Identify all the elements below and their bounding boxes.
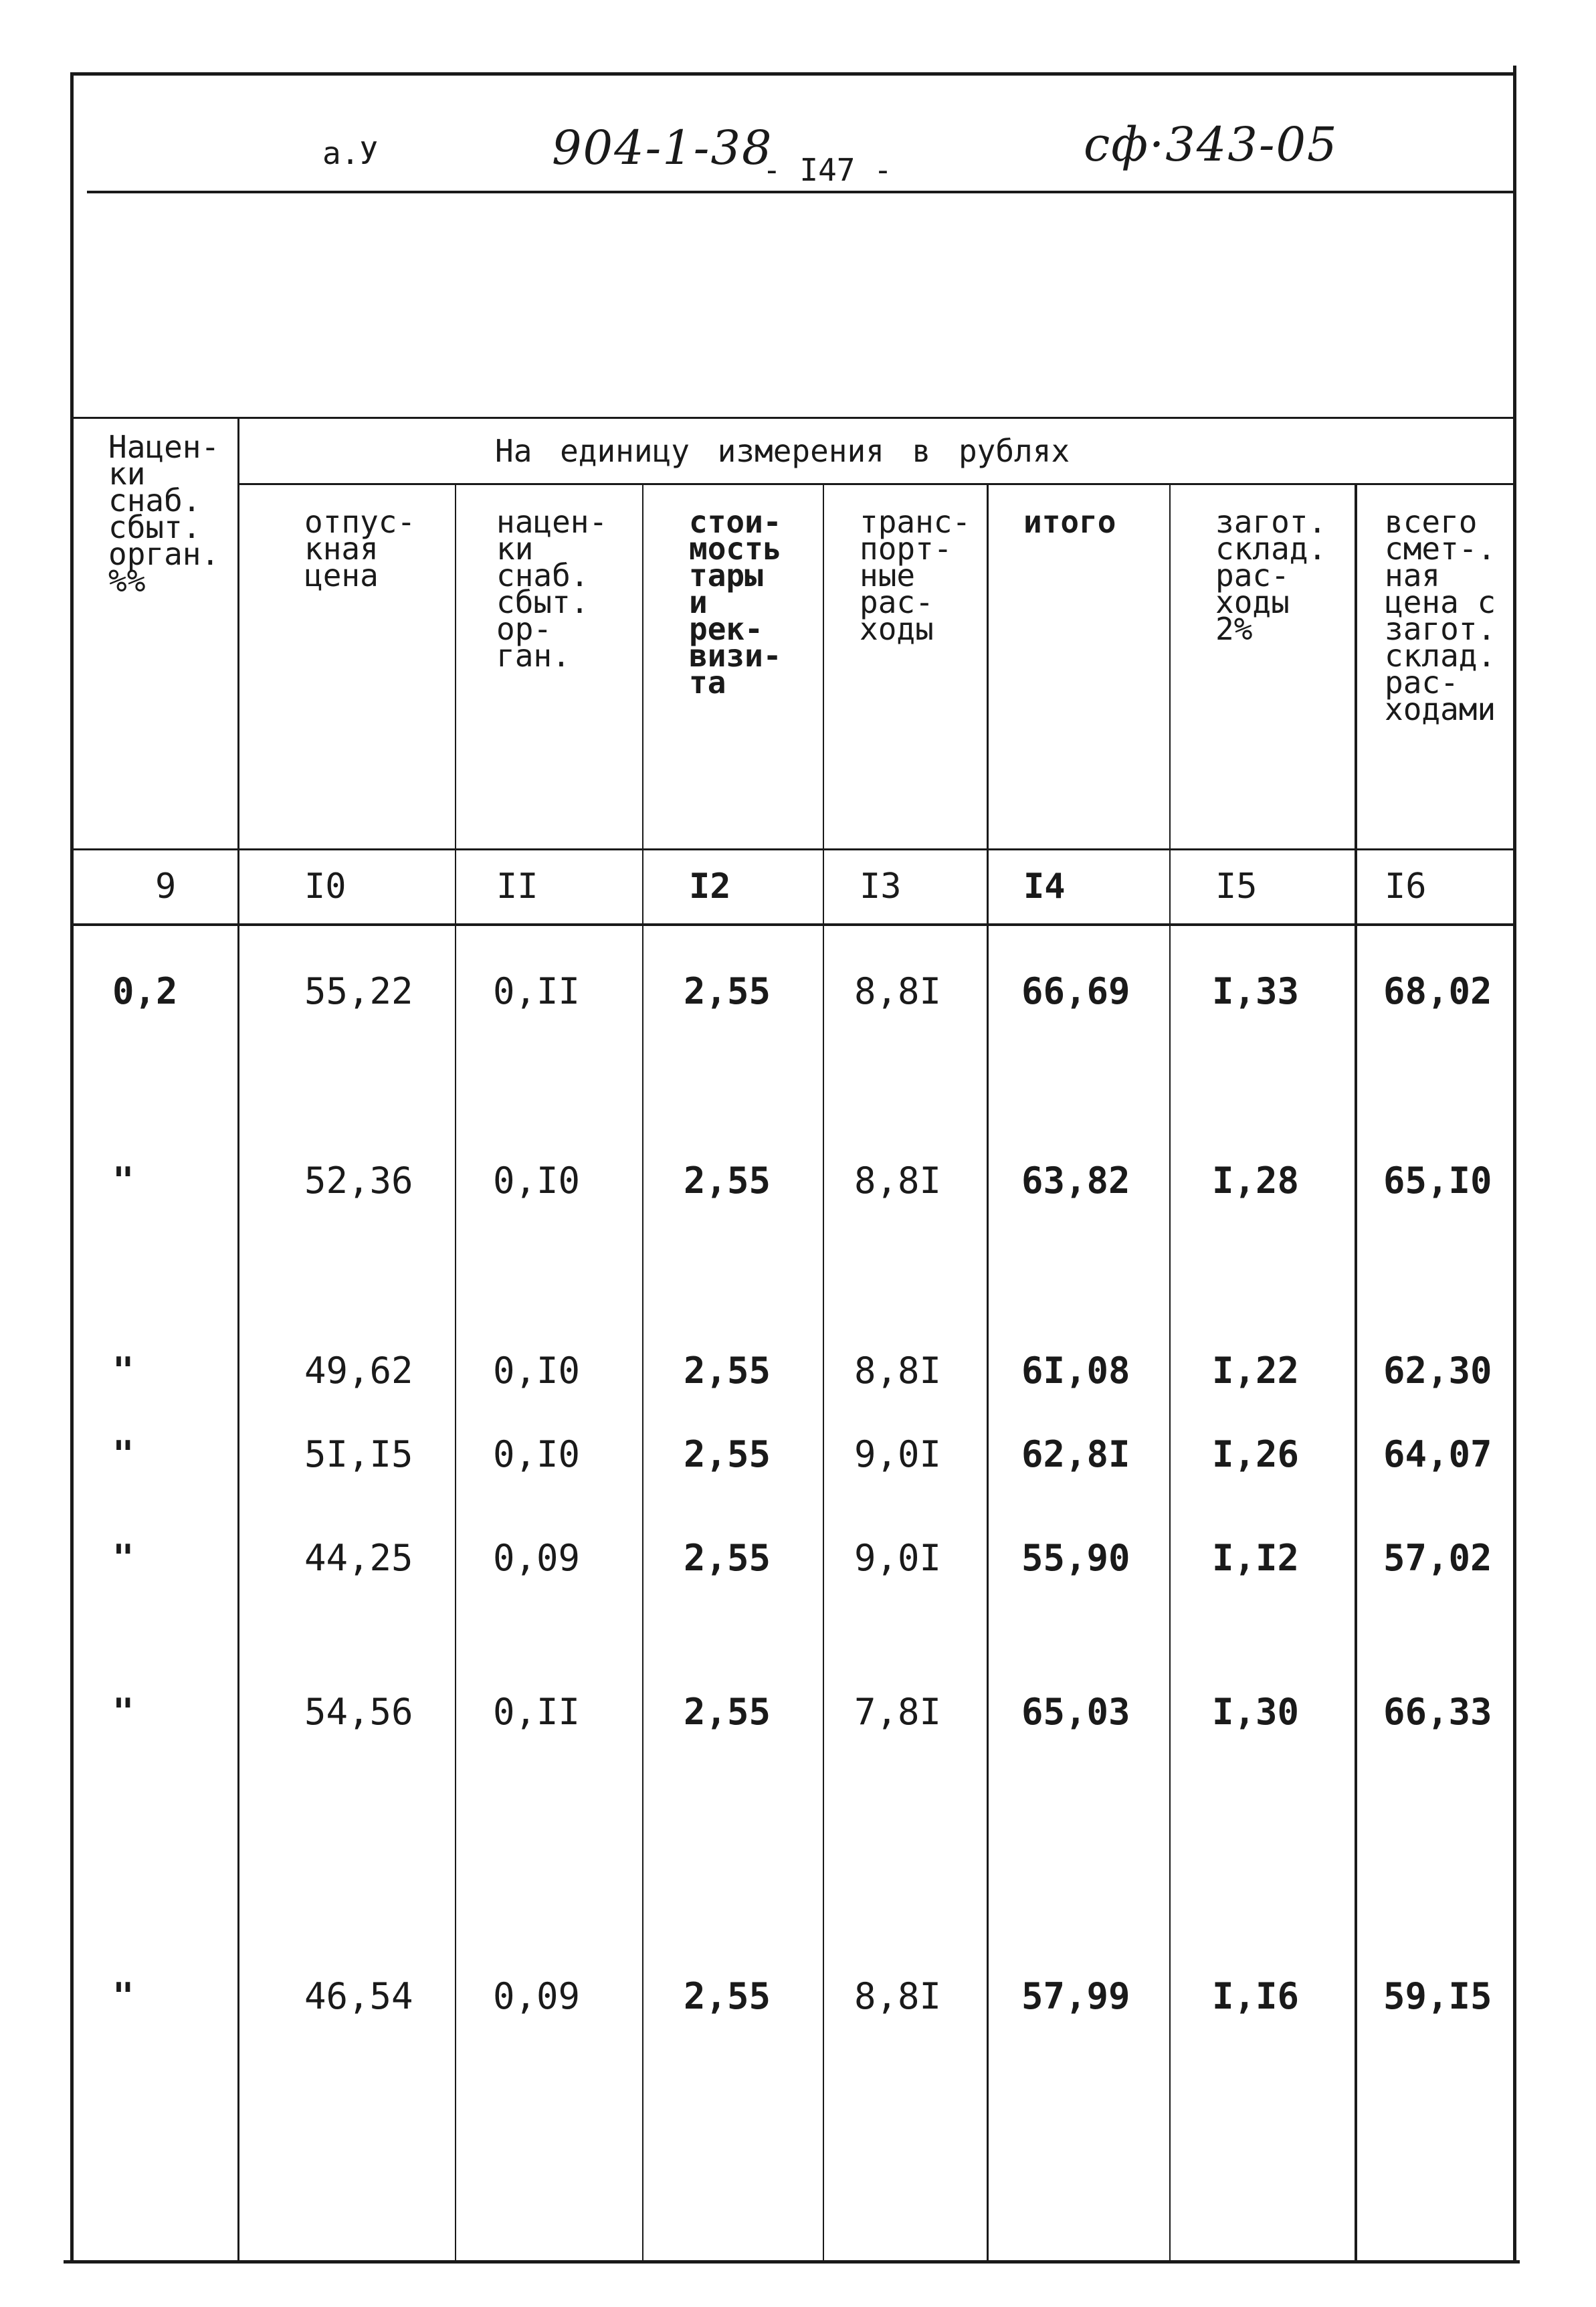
- transport-cost-cell: 8,8I: [854, 1160, 942, 1202]
- release-price-cell: 52,36: [304, 1160, 413, 1202]
- total-price-cell: 64,07: [1383, 1433, 1492, 1475]
- transport-cost-cell: 7,8I: [854, 1691, 942, 1733]
- table-row: [0, 1691, 1596, 1738]
- table-row: [0, 1160, 1596, 1206]
- supply-markup-cell: 0,II: [493, 1691, 581, 1733]
- subtotal-cell: 57,99: [1021, 1975, 1130, 2017]
- total-price-cell: 65,I0: [1383, 1160, 1492, 1202]
- page-number: - I47 -: [763, 152, 892, 188]
- transport-cost-cell: 8,8I: [854, 970, 942, 1012]
- left-code: а.У: [322, 135, 379, 171]
- total-price-cell: 57,02: [1383, 1537, 1492, 1579]
- column-header-3: стои- мость тары и рек- визи- та: [689, 504, 782, 701]
- table-row: [0, 1350, 1596, 1396]
- frame-bottom: [64, 2260, 1520, 2264]
- column-number-4: I2: [689, 866, 731, 907]
- table-top-border: [70, 417, 1513, 419]
- subtotal-cell: 65,03: [1021, 1691, 1130, 1733]
- total-price-cell: 66,33: [1383, 1691, 1492, 1733]
- release-price-cell: 46,54: [304, 1975, 413, 2017]
- supply-markup-cell: 0,09: [493, 1975, 581, 2017]
- container-cost-cell: 2,55: [684, 1350, 771, 1392]
- column-numbers-bottom: [70, 923, 1513, 926]
- container-cost-cell: 2,55: [684, 1537, 771, 1579]
- column-header-7: всего смет-. ная цена с загот. склад. рас- ходами: [1385, 504, 1496, 727]
- table-row: [0, 970, 1596, 1017]
- container-cost-cell: 2,55: [684, 970, 771, 1012]
- supply-markup-cell: 0,I0: [493, 1433, 581, 1475]
- subtotal-cell: 6I,08: [1021, 1350, 1130, 1392]
- header-underline: [87, 191, 1513, 193]
- storage-cost-cell: I,28: [1212, 1160, 1300, 1202]
- container-cost-cell: 2,55: [684, 1691, 771, 1733]
- supply-markup-cell: 0,II: [493, 970, 581, 1012]
- container-cost-cell: 2,55: [684, 1160, 771, 1202]
- total-price-cell: 68,02: [1383, 970, 1492, 1012]
- release-price-cell: 49,62: [304, 1350, 413, 1392]
- transport-cost-cell: 8,8I: [854, 1975, 942, 2017]
- subtotal-cell: 66,69: [1021, 970, 1130, 1012]
- subtotal-cell: 63,82: [1021, 1160, 1130, 1202]
- supply-markup-cell: 0,I0: [493, 1160, 581, 1202]
- column-header-2: нацен- ки снаб. сбыт. ор- ган.: [496, 504, 608, 674]
- storage-cost-cell: I,22: [1212, 1350, 1300, 1392]
- total-price-cell: 62,30: [1383, 1350, 1492, 1392]
- table-row: [0, 1975, 1596, 2022]
- release-price-cell: 5I,I5: [304, 1433, 413, 1475]
- container-cost-cell: 2,55: [684, 1975, 771, 2017]
- column-header-4: транс- порт- ные рас- ходы: [860, 504, 971, 647]
- group-header-divider: [239, 483, 1513, 485]
- column-number-5: I3: [860, 866, 902, 907]
- container-cost-cell: 2,55: [684, 1433, 771, 1475]
- table-row: [0, 1537, 1596, 1584]
- group-header: На единицу измерения в рублях: [495, 433, 1070, 469]
- subtotal-cell: 62,8I: [1021, 1433, 1130, 1475]
- series-code: сф·343-05: [1084, 117, 1338, 172]
- storage-cost-cell: I,30: [1212, 1691, 1300, 1733]
- markup-percent-cell: ": [112, 1975, 134, 2017]
- column-number-6: I4: [1023, 866, 1066, 907]
- markup-percent-cell: ": [112, 1160, 134, 1202]
- supply-markup-cell: 0,I0: [493, 1350, 581, 1392]
- transport-cost-cell: 8,8I: [854, 1350, 942, 1392]
- markup-percent-cell: 0,2: [112, 970, 178, 1012]
- markup-percent-cell: ": [112, 1433, 134, 1475]
- column-number-1: 9: [155, 866, 177, 907]
- table-row: [0, 1433, 1596, 1480]
- total-price-cell: 59,I5: [1383, 1975, 1492, 2017]
- doc-number: 904-1-38: [552, 120, 773, 175]
- column-number-7: I5: [1215, 866, 1258, 907]
- column-number-8: I6: [1385, 866, 1427, 907]
- transport-cost-cell: 9,0I: [854, 1537, 942, 1579]
- markup-percent-cell: ": [112, 1350, 134, 1392]
- release-price-cell: 44,25: [304, 1537, 413, 1579]
- column-number-3: II: [496, 866, 538, 907]
- storage-cost-cell: I,33: [1212, 970, 1300, 1012]
- supply-markup-cell: 0,09: [493, 1537, 581, 1579]
- column-numbers-top: [70, 848, 1513, 850]
- markup-percent-cell: ": [112, 1691, 134, 1733]
- subtotal-cell: 55,90: [1021, 1537, 1130, 1579]
- column-number-2: I0: [304, 866, 346, 907]
- storage-cost-cell: I,I6: [1212, 1975, 1300, 2017]
- first-column-header: Нацен- ки снаб. сбыт. орган. %%: [108, 429, 220, 599]
- markup-percent-cell: ": [112, 1537, 134, 1579]
- column-header-5: итого: [1023, 504, 1116, 540]
- storage-cost-cell: I,I2: [1212, 1537, 1300, 1579]
- release-price-cell: 54,56: [304, 1691, 413, 1733]
- column-header-1: отпус- кная цена: [304, 504, 416, 593]
- storage-cost-cell: I,26: [1212, 1433, 1300, 1475]
- transport-cost-cell: 9,0I: [854, 1433, 942, 1475]
- release-price-cell: 55,22: [304, 970, 413, 1012]
- column-header-6: загот. склад. рас- ходы 2%: [1215, 504, 1327, 647]
- frame-top: [70, 72, 1513, 76]
